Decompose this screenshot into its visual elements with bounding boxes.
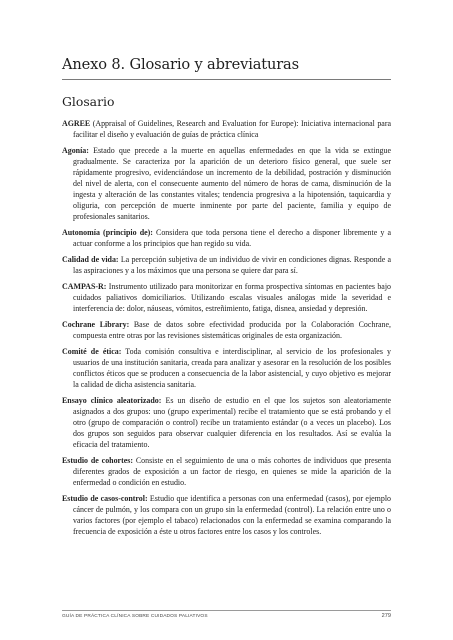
glossary-definition: Estudio que identifica a personas con una enfermedad (casos), por ejemplo cáncer de pulmón, y los compara con un grupo sin la enfermedad (control). La relación entre uno o varios factores (por ejemplo el tabaco) relacionados con la enfermedad se examina comparando la frecuencia de exposición a éste u otros factores entre los casos y los controles. xyxy=(73,494,391,536)
glossary-term: Estudio de cohortes: xyxy=(62,456,133,465)
glossary-definition: Es un diseño de estudio en el que los sujetos son aleatoriamente asignados a dos grupos: uno (grupo experimental) recibe el tratamiento que se está probando y el otro (grupo de comparación o control) recibe un tratamiento estándar (o a veces un placebo). Los dos grupos son seguidos para observar cualquier diferencia en los resultados. Así se evalúa la eficacia del tratamiento. xyxy=(73,396,391,449)
glossary-definition: Considera que toda persona tiene el derecho a disponer libremente y a actuar conforme a los principios que han regido su vida. xyxy=(73,228,391,248)
glossary-term: AGREE xyxy=(62,119,91,128)
glossary-term: Cochrane Library: xyxy=(62,320,130,329)
glossary-entry-campas-r xyxy=(62,281,391,314)
glossary-entry-autonomia xyxy=(62,227,391,249)
glossary-definition: (Appraisal of Guidelines, Research and Evaluation for Europe): Iniciativa internacional para facilitar el diseño y evaluación de guías de práctica clínica xyxy=(73,119,391,139)
section-title: Glosario xyxy=(62,94,115,109)
glossary-entry-calidad-de-vida xyxy=(62,254,391,276)
glossary-definition: Consiste en el seguimiento de una o más cohortes de individuos que presenta diferentes grados de exposición a un factor de riesgo, en quienes se mide la aparición de la enfermedad o condición en estudio. xyxy=(73,456,392,487)
footer-guide-title: GUÍA DE PRÁCTICA CLÍNICA SOBRE CUIDADOS PALIATIVOS xyxy=(62,614,208,619)
title-divider xyxy=(62,79,391,80)
glossary-definition: Toda comisión consultiva e interdisciplinar, al servicio de los profesionales y usuarios de una institución sanitaria, creada para analizar y asesorar en la resolución de los posibles conflictos éticos que se producen a consecuencia de la labor asistencial, y cuyo objetivo es mejorar la calidad de dicha asistencia sanitaria. xyxy=(73,347,391,389)
glossary-entry-ensayo-clinico xyxy=(62,395,391,450)
glossary-term: Estudio de casos-control: xyxy=(62,494,148,503)
glossary-entry-agonia xyxy=(62,145,391,222)
glossary-term: Calidad de vida: xyxy=(62,255,119,264)
glossary-entry-agree xyxy=(62,118,391,140)
glossary-term: Comité de ética: xyxy=(62,347,122,356)
page-footer xyxy=(62,610,391,624)
glossary-definition: Base de datos sobre efectividad producida por la Colaboración Cochrane, compuesta entre otras por las revisiones sistemáticas originales de esta organización. xyxy=(73,320,391,340)
glossary-list xyxy=(62,118,391,542)
glossary-definition: La percepción subjetiva de un individuo de vivir en condiciones dignas. Responde a las aspiraciones y a los máximos que una persona se quiere dar para sí. xyxy=(73,255,391,275)
glossary-term: Ensayo clínico aleatorizado: xyxy=(62,396,162,405)
glossary-entry-cochrane-library xyxy=(62,319,391,341)
annex-title: Anexo 8. Glosario y abreviaturas xyxy=(62,56,299,73)
glossary-entry-estudio-casos-control xyxy=(62,493,391,537)
glossary-entry-estudio-cohortes xyxy=(62,455,391,488)
glossary-definition: Estado que precede a la muerte en aquellas enfermedades en que la vida se extingue gradualmente. Se caracteriza por la aparición de un deterioro físico general, que suele ser rápidamente progresivo, evidenciándose un incremento de la debilidad, postración y disminución del nivel de alerta, con el consecuente aumento del número de horas de cama, disminución de la ingesta y alteración de las constantes vitales; tendencia progresiva a la hipotensión, taquicardia y oliguria, con percepción de muerte inminente por parte del paciente, familia y equipo de profesionales sanitarios. xyxy=(73,146,391,221)
page-number: 279 xyxy=(381,613,391,619)
glossary-term: CAMPAS-R: xyxy=(62,282,107,291)
glossary-term: Autonomía (principio de): xyxy=(62,228,153,237)
glossary-entry-comite-de-etica xyxy=(62,346,391,390)
glossary-term: Agonía: xyxy=(62,146,89,155)
glossary-definition: Instrumento utilizado para monitorizar en forma prospectiva síntomas en pacientes bajo cuidados paliativos domiciliarios. Utilizando escalas visuales análogas mide la severidad e interferencia de: dolor, náuseas, vómitos, estreñimiento, fatiga, disnea, ansiedad y depresión. xyxy=(73,282,391,313)
